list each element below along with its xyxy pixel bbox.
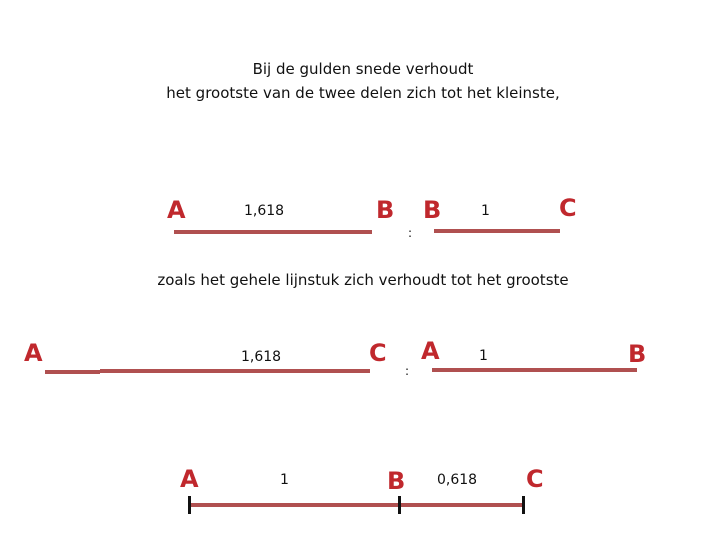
row3-label-b: B xyxy=(387,467,406,495)
row2-segment-ab xyxy=(432,368,637,372)
row1-segment-ab xyxy=(174,230,372,234)
row1-label-c: C xyxy=(559,194,577,222)
caption-line-2: het grootste van de twee delen zich tot het kleinste, xyxy=(166,84,560,102)
row3-segment-abc xyxy=(189,503,524,507)
row2-segment-ac-part1 xyxy=(45,370,100,374)
row1-separator: : xyxy=(408,226,413,240)
row2-label-a-left: A xyxy=(24,339,43,367)
caption-line-1: Bij de gulden snede verhoudt xyxy=(252,60,474,78)
row3-tick-b xyxy=(398,496,401,514)
row1-label-a: A xyxy=(167,196,186,224)
row1-value-ab: 1,618 xyxy=(244,203,285,219)
row3-label-c: C xyxy=(526,465,544,493)
row3-tick-c xyxy=(522,496,525,514)
row3-tick-a xyxy=(188,496,191,514)
row2-label-b: B xyxy=(628,340,647,368)
row2-label-c: C xyxy=(369,339,387,367)
row2-value-ab: 1 xyxy=(479,348,488,364)
row1-value-bc: 1 xyxy=(481,203,490,219)
row2-segment-ac-part2 xyxy=(100,369,370,373)
row3-value-ab: 1 xyxy=(280,472,289,488)
row3-label-a: A xyxy=(180,465,199,493)
caption-2: zoals het gehele lijnstuk zich verhoudt tot het grootste xyxy=(157,271,569,289)
row2-separator: : xyxy=(405,364,410,378)
row2-label-a-right: A xyxy=(421,337,440,365)
row1-label-b-left: B xyxy=(376,196,395,224)
row3-value-bc: 0,618 xyxy=(437,472,478,488)
row1-segment-bc xyxy=(434,229,560,233)
row2-value-ac: 1,618 xyxy=(241,349,282,365)
row1-label-b-right: B xyxy=(423,196,442,224)
